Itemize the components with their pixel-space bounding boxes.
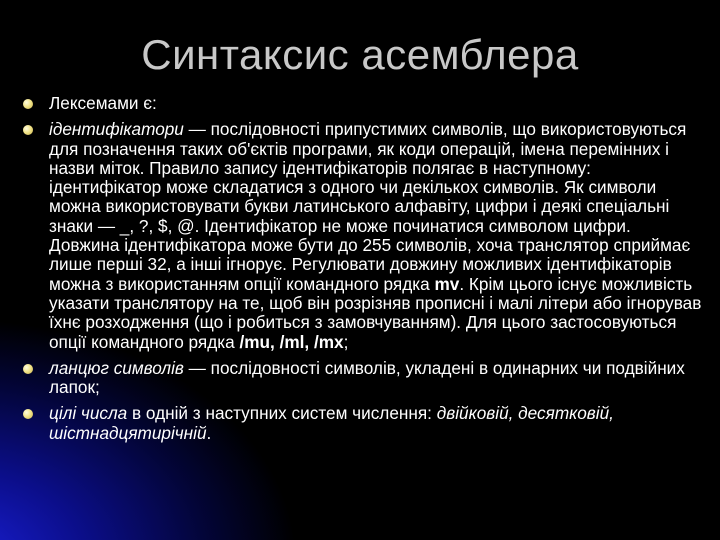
slide-title: Синтаксис асемблера: [141, 31, 579, 78]
identifiers-description: — послідовності припустимих символів, що використовуються для позначення таких об'єктів програми, як коди операцій, імена перемінних і назви міток. Правило запису ідентифікаторів полягає в наступному: ідентифікатор може складатися з одного чи декількох символів. Як символи можна використовувати букви латинського алфавіту, цифри і деякі спеціальні знаки — _, ?, $, @. Ідентифікатор не може починатися символом цифри. Довжина ідентифікатора може бути до 255 символів, хоча транслятор сприймає лише перші 32, а інші ігнорує. Регулювати довжину можливих ідентифікаторів можна з використанням опції командного рядка: [49, 119, 691, 294]
term-integers: цілі числа: [49, 403, 128, 424]
integers-description: в одній з наступних систем числення:: [127, 403, 437, 424]
slide-content: [22, 94, 702, 450]
identifiers-description-end: ;: [343, 331, 349, 352]
bullet-dot-icon: [23, 99, 33, 109]
bullet-text: Лексемами є:: [49, 93, 157, 113]
strings-description: — послідовності символів, укладені в одинарних чи подвійних лапок;: [49, 357, 685, 398]
option-case-flags: /mu, /ml, /mx: [239, 331, 344, 352]
bullet-item-strings: [22, 359, 702, 398]
integers-description-end: .: [206, 422, 212, 443]
number-systems: двійковій, десятковій, шістнадцятирічній: [49, 403, 614, 443]
term-strings: ланцюг символів: [49, 357, 184, 378]
bullet-dot-icon: [23, 409, 33, 419]
bullet-item-lexemes: [22, 94, 702, 113]
option-mv: mv: [434, 273, 460, 294]
bullet-item-identifiers: [22, 120, 702, 352]
bullet-dot-icon: [23, 364, 33, 374]
term-identifiers: ідентифікатори: [49, 119, 184, 140]
bullet-item-integers: [22, 404, 702, 443]
identifiers-description-continued: . Крім цього існує можливість указати транслятору на те, щоб він розрізняв прописні і малі літери або ігнорував їхнє розходження (що і робиться з замовчуванням). Для цього застосовуються опції командного рядка: [49, 273, 702, 352]
bullet-dot-icon: [23, 125, 33, 135]
